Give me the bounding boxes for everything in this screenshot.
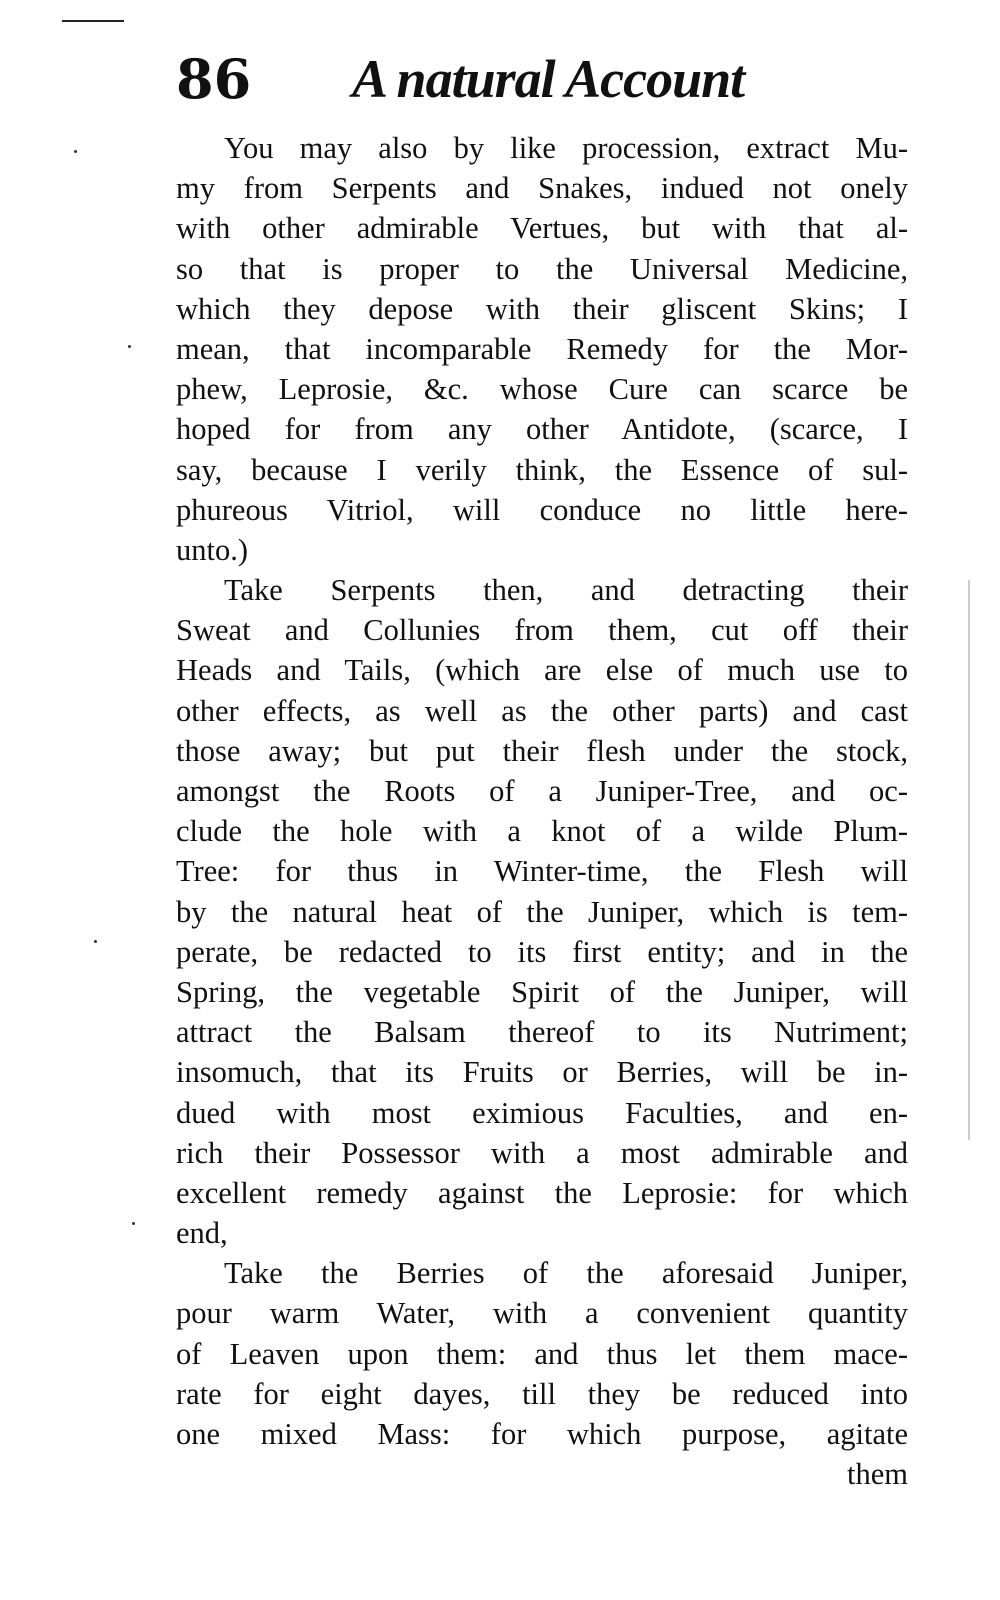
text-line: Spring, the vegetable Spirit of the Juniper, will (176, 974, 908, 1009)
text-line: Take Serpents then, and detracting their (224, 573, 908, 608)
text-line: my from Serpents and Snakes, indued not onely (176, 171, 908, 206)
text-line: which they depose with their gliscent Skins; I (176, 291, 908, 326)
page-header (176, 44, 916, 114)
body-text (176, 128, 908, 1494)
text-line: with other admirable Vertues, but with that al- (176, 211, 908, 246)
scan-speck (128, 345, 131, 348)
text-line: mean, that incomparable Remedy for the Mor- (176, 331, 908, 366)
scan-speck (74, 150, 77, 153)
text-line: say, because I verily think, the Essence of sul- (176, 452, 908, 487)
text-line: end, (176, 1216, 228, 1251)
text-line: You may also by like procession, extract Mu- (224, 131, 908, 165)
text-line: pour warm Water, with a convenient quantity (176, 1296, 908, 1331)
text-line: by the natural heat of the Juniper, which is tem- (176, 894, 908, 929)
text-line: those away; but put their flesh under the stock, (176, 733, 908, 768)
text-line: Take the Berries of the aforesaid Juniper, (224, 1256, 908, 1291)
text-line: insomuch, that its Fruits or Berries, will be in- (176, 1055, 908, 1090)
text-line: of Leaven upon them: and thus let them mace- (176, 1336, 908, 1371)
text-line: Tree: for thus in Winter-time, the Flesh will (176, 854, 908, 889)
text-line: excellent remedy against the Leprosie: for which (176, 1175, 908, 1210)
scan-speck (94, 940, 97, 943)
top-rule (62, 20, 124, 22)
text-line: rich their Possessor with a most admirable and (176, 1135, 908, 1170)
text-line: attract the Balsam thereof to its Nutriment; (176, 1015, 908, 1050)
text-line: clude the hole with a knot of a wilde Plum- (176, 814, 908, 849)
text-line: phureous Vitriol, will conduce no little here- (176, 492, 908, 527)
text-line: unto.) (176, 532, 249, 567)
text-line: one mixed Mass: for which purpose, agitate (176, 1417, 908, 1451)
running-head: A natural Account (352, 49, 745, 109)
text-line: rate for eight dayes, till they be reduced into (176, 1376, 908, 1411)
text-line: perate, be redacted to its first entity; and in the (176, 934, 908, 969)
catchword: them (847, 1457, 908, 1492)
text-line: dued with most eximious Faculties, and en- (176, 1095, 908, 1130)
scan-speck (132, 1222, 135, 1225)
page-number: 86 (176, 47, 252, 111)
text-line: Sweat and Collunies from them, cut off their (176, 613, 908, 648)
text-line: amongst the Roots of a Juniper-Tree, and oc- (176, 774, 908, 808)
text-line: Heads and Tails, (which are else of much use to (176, 653, 908, 688)
text-line: phew, Leprosie, &c. whose Cure can scarce be (176, 372, 908, 407)
text-line: hoped for from any other Antidote, (scarce, I (176, 412, 908, 447)
page-edge (968, 580, 970, 1140)
text-line: other effects, as well as the other parts) and cast (176, 693, 908, 728)
text-line: so that is proper to the Universal Medicine, (176, 251, 908, 286)
